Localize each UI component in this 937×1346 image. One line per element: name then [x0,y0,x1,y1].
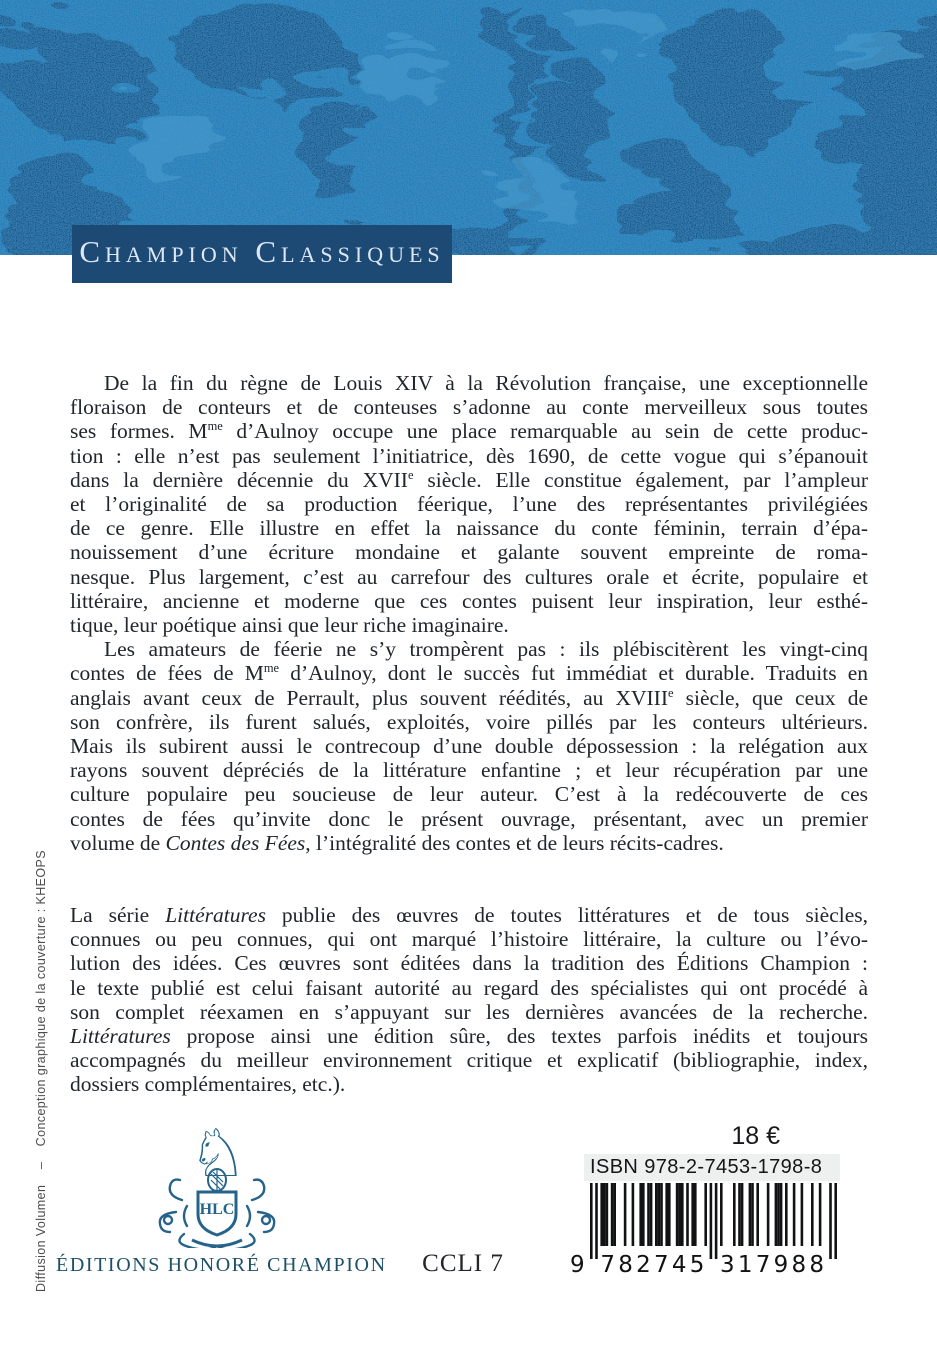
text-line: Mais ils subirent aussi le contrecoup d’une double dépossession : la relégation aux [70,734,868,759]
collection-banner-label: Champion Classiques [79,234,445,269]
text-line: accompagnés du meilleur environnement critique et explicatif (bibliographie, index, [70,1048,868,1073]
text-line: nesque. Plus largement, c’est au carrefour des cultures orale et écrite, populaire et [70,564,868,589]
text-line: ses formes. $M^{me}$ d’Aulnoy occupe une place remarquable au sein de cette produc- [70,419,868,444]
text-line: de ce genre. Elle illustre en effet la naissance du conte féminin, terrain d’épa- [70,516,868,541]
text-line: floraison de conteurs et de conteuses s’adonne au conte merveilleux sous toutes [70,395,868,420]
text-line: rayons souvent dépréciés de la littérature enfantine ; et leur récupération par une [70,758,868,783]
text-line: La série Littératures publie des œuvres de toutes littératures et de tous siècles, [70,903,868,927]
svg-text:♘: ♘ [188,1116,248,1192]
text-line: son complet réexamen en s’appuyant sur les dernières avancées de la recherche. [70,999,868,1024]
publisher-name: ÉDITIONS HONORÉ CHAMPION [56,1254,387,1276]
blurb-paragraph-2 [70,637,868,855]
text-line: dans la dernière décennie du XVIIe siècle. Elle constitue également, par l’ampleur [70,467,868,492]
svg-text:9: 9 [570,1252,585,1278]
text-line: et l’originalité de sa production féerique, l’une des représentantes privilégiées [70,492,868,517]
text-line: littéraire, ancienne et moderne que ces contes puisent leur inspiration, leur esthé- [70,588,868,613]
text-line: contes de fées de $M^{me}$ d’Aulnoy, dont le succès fut immédiat et durable. Traduits en [70,661,868,686]
blurb-text [70,371,868,855]
series-paragraph [70,903,868,1097]
svg-text:317988: 317988 [720,1252,824,1278]
marble-pattern [0,0,937,255]
text-line: tique, leur poétique ainsi que leur riche imaginaire. [70,613,509,638]
series-code: CCLI 7 [422,1250,504,1277]
text-line: le texte publié est celui faisant autorité au regard des spécialistes qui ont procédé à [70,975,868,1000]
text-line: nouissement d’une écriture mondaine et galante souvent empreinte de roma- [70,540,868,565]
text-line: dossiers complémentaires, etc.). [70,1072,346,1097]
text-line: De la fin du règne de Louis XIV à la Révolution française, une exceptionnelle [104,371,868,395]
blurb-paragraph-1 [70,371,868,637]
text-line: volume de Contes des Fées, l’intégralité des contes et de leurs récits-cadres. [70,830,724,855]
text-line: connues ou peu connues, qui ont marqué l’histoire littéraire, la culture ou l’évo- [70,927,868,952]
collection-banner [72,225,452,283]
price: 18 € [731,1122,780,1150]
isbn-line: ISBN 978-2-7453-1798-8 [584,1154,840,1181]
text-line: Littératures propose ainsi une édition sûre, des textes parfois inédits et toujours [70,1024,868,1049]
horse-crest-icon [142,1116,292,1248]
text-line: culture populaire peu soucieuse de leur auteur. C’est à la redécouverte de ces [70,782,868,807]
text-line: son confrère, ils furent salués, exploités, voire pillés par les conteurs ultérieurs. [70,709,868,734]
ean-barcode [562,1183,848,1278]
text-line: contes de fées qu’invite donc le présent ouvrage, présentant, avec un premier [70,806,868,831]
publisher-monogram: HLC [199,1201,235,1218]
text-line: tion : elle n’est pas seulement l’initiatrice, dès 1690, de cette vogue qui s’épanouit [70,443,868,468]
text-line: lution des idées. Ces œuvres sont éditées dans la tradition des Éditions Champion : [70,951,868,976]
text-line: Les amateurs de féerie ne s’y trompèrent pas : ils plébiscitèrent les vingt-cinq [104,637,868,662]
svg-text:782745: 782745 [600,1252,705,1278]
spine-credits: Diffusion Volumen – Conception graphique de la couverture : KHEOPS [34,849,48,1292]
series-description [70,903,868,1097]
text-line: anglais avant ceux de Perrault, plus souvent réédités, au XVIIIe siècle, que ceux de [70,685,868,710]
